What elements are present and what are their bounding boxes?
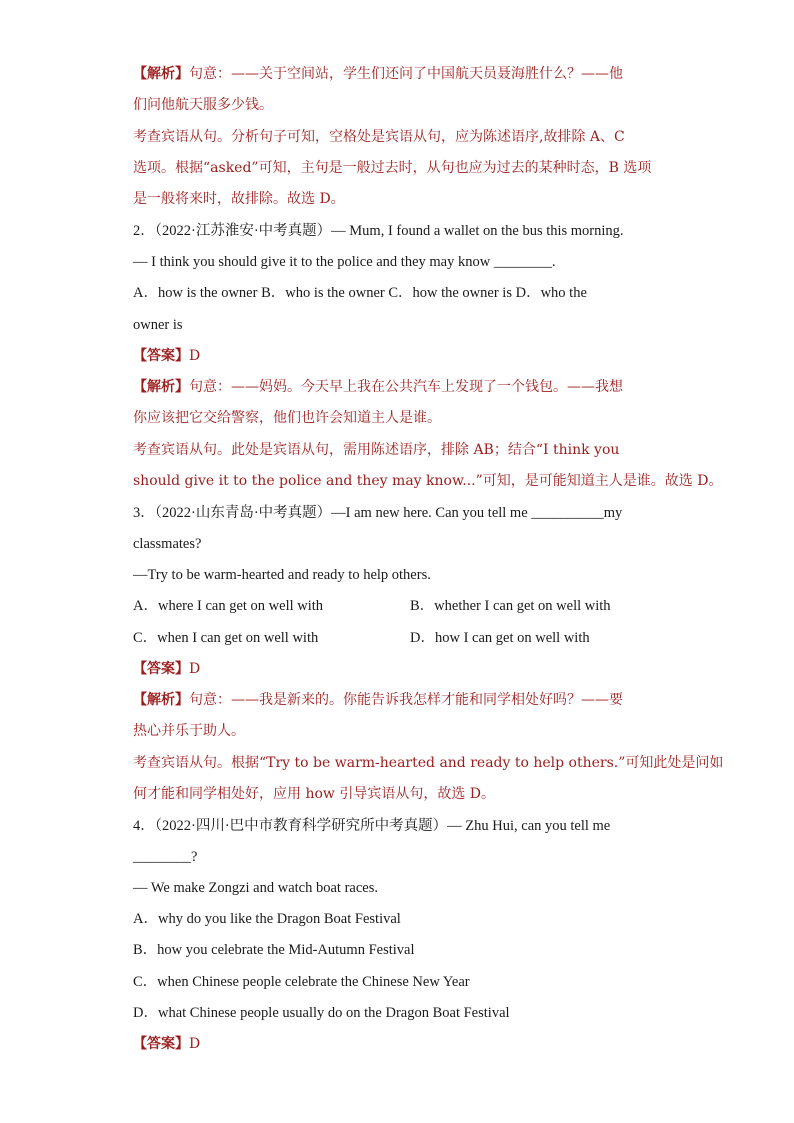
q4-option-a: A．why do you like the Dragon Boat Festival xyxy=(133,911,401,927)
q4-answer xyxy=(133,1034,200,1054)
q4-option-b: B．how you celebrate the Mid-Autumn Festival xyxy=(133,942,415,958)
q4-option-c: C．when Chinese people celebrate the Chinese New Year xyxy=(133,974,470,990)
q3-analysis-line-1: 【解析】句意：——我是新来的。你能告诉我怎样才能和同学相处好吗？——要 xyxy=(133,692,623,708)
answer-tag: 【答案】 xyxy=(133,661,189,677)
q1-explain-line-2: 选项。根据“asked”可知，主句是一般过去时，从句也应为过去的某种时态，B 选项 xyxy=(133,160,652,176)
analysis-tag: 【解析】 xyxy=(133,692,189,708)
q1-explain-line-3: 是一般将来时，故排除。故选 D。 xyxy=(133,191,345,207)
q3-stem-line-3: —Try to be warm-hearted and ready to help others. xyxy=(133,567,431,583)
q3-explain-line-2: 何才能和同学相处好，应用 how 引导宾语从句，故选 D。 xyxy=(133,786,496,802)
q3-answer xyxy=(133,659,200,679)
analysis-tag: 【解析】 xyxy=(133,66,189,82)
q3-option-b: B．whether I can get on well with xyxy=(410,598,611,614)
q4-stem-line-1: 4．（2022·四川·巴中市教育科学研究所中考真题）— Zhu Hui, can you tell me xyxy=(133,818,611,834)
q2-answer xyxy=(133,346,200,366)
answer-tag: 【答案】 xyxy=(133,1036,189,1052)
q2-options-line-2: owner is xyxy=(133,317,183,333)
q2-stem-line-1: 2．（2022·江苏淮安·中考真题）— Mum, I found a wallet on the bus this morning. xyxy=(133,223,624,239)
answer-value: D xyxy=(189,661,201,677)
q2-analysis-line-2: 你应该把它交给警察，他们也许会知道主人是谁。 xyxy=(133,410,441,426)
q3-option-a: A．where I can get on well with xyxy=(133,598,324,614)
q3-stem-line-1: 3．（2022·山东青岛·中考真题）—I am new here. Can you tell me __________my xyxy=(133,505,623,521)
q1-analysis-line-1: 【解析】句意：——关于空间站，学生们还问了中国航天员聂海胜什么？——他 xyxy=(133,66,623,82)
q2-stem-line-2: — I think you should give it to the police and they may know ________. xyxy=(133,254,556,270)
analysis-tag: 【解析】 xyxy=(133,379,189,395)
answer-value: D xyxy=(189,348,201,364)
q4-stem-line-3: — We make Zongzi and watch boat races. xyxy=(133,880,378,896)
q4-option-d: D．what Chinese people usually do on the Dragon Boat Festival xyxy=(133,1005,510,1021)
q2-analysis-line-1: 【解析】句意：——妈妈。今天早上我在公共汽车上发现了一个钱包。——我想 xyxy=(133,379,623,395)
q1-explain-line-1: 考查宾语从句。分析句子可知，空格处是宾语从句，应为陈述语序,故排除 A、C xyxy=(133,129,625,145)
q2-explain-line-2: should give it to the police and they may know...”可知，是可能知道主人是谁。故选 D。 xyxy=(133,473,723,489)
answer-value: D xyxy=(189,1036,201,1052)
q3-analysis-line-2: 热心并乐于助人。 xyxy=(133,723,245,739)
q3-option-d: D．how I can get on well with xyxy=(410,630,590,646)
q2-explain-line-1: 考查宾语从句。此处是宾语从句，需用陈述语序，排除 AB；结合“I think you xyxy=(133,442,620,458)
q1-analysis-line-2: 们问他航天服多少钱。 xyxy=(133,97,273,113)
q4-stem-line-2: ________? xyxy=(133,849,198,865)
q2-options-line-1: A．how is the owner B．who is the owner C．how the owner is D．who the xyxy=(133,285,587,301)
q3-stem-line-2: classmates? xyxy=(133,536,202,552)
q3-option-c: C．when I can get on well with xyxy=(133,630,319,646)
answer-tag: 【答案】 xyxy=(133,348,189,364)
q3-explain-line-1: 考查宾语从句。根据“Try to be warm-hearted and ready to help others.”可知此处是问如 xyxy=(133,755,724,771)
